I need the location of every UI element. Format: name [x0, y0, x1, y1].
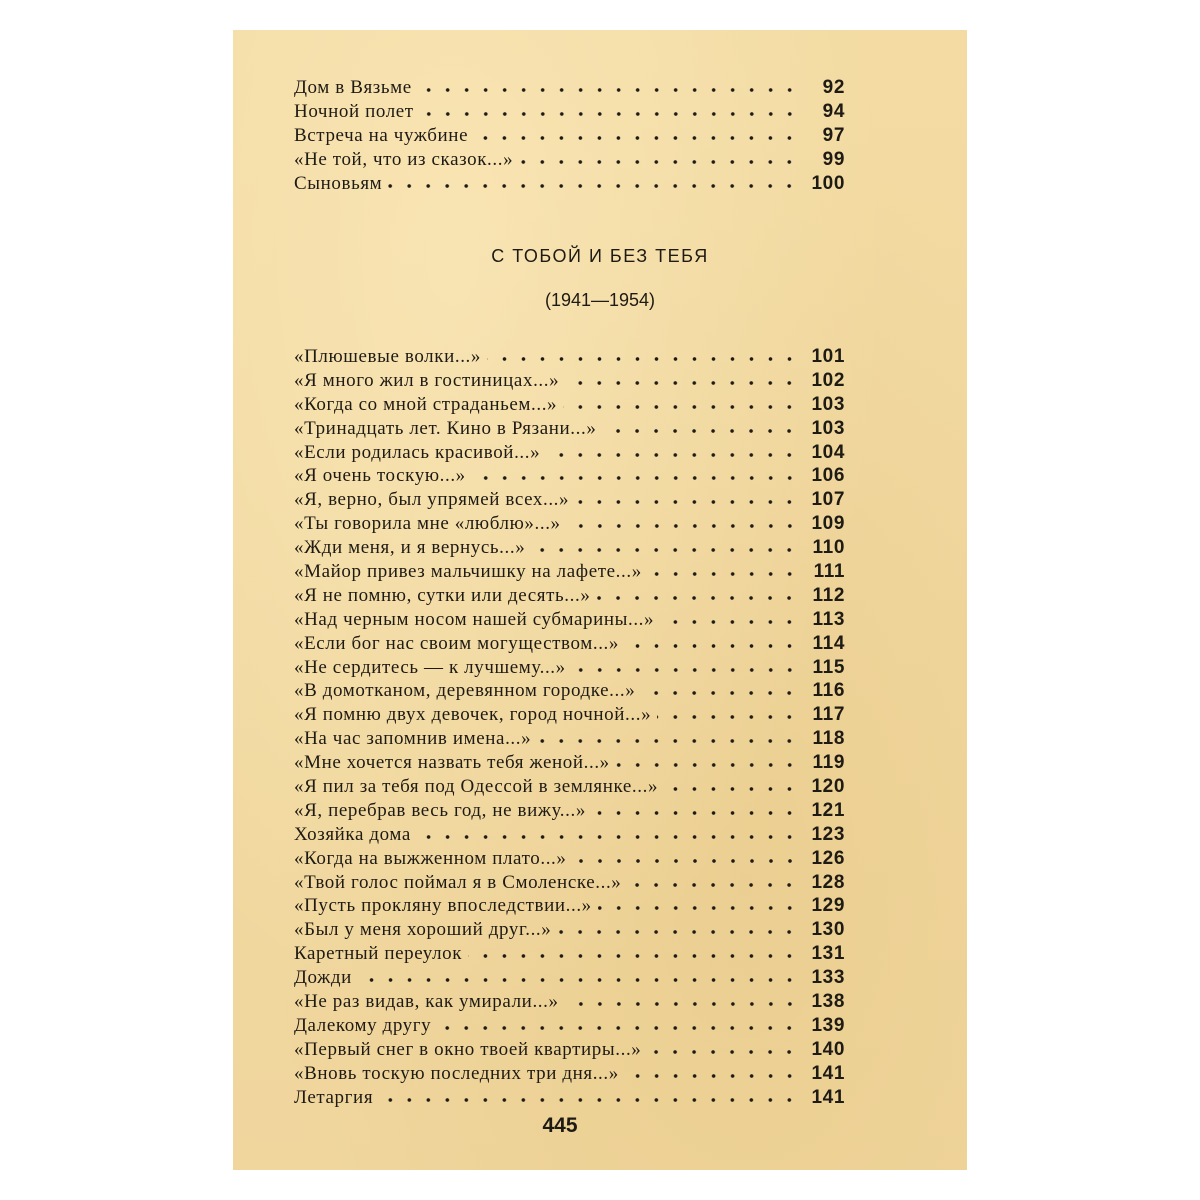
toc-entry-page: 133: [811, 967, 845, 989]
toc-entry: [294, 799, 845, 823]
dot-leader: [625, 1070, 799, 1082]
toc-entry-title: «В домотканом, деревянном городке...»: [294, 680, 636, 702]
toc-entry: [294, 990, 845, 1014]
toc-entry: [294, 847, 845, 871]
dot-leader: [660, 616, 799, 628]
dot-leader: [519, 156, 799, 168]
toc-entry-title: «Я, верно, был упрямей всех...»: [294, 489, 570, 511]
toc-entry: [294, 345, 845, 369]
toc-entry: [294, 679, 845, 703]
toc-entry-page: 131: [811, 943, 845, 965]
section-years: (1941—1954): [544, 290, 656, 310]
toc-entry-title: «Жди меня, и я вернусь...»: [294, 537, 526, 559]
dot-leader: [592, 807, 799, 819]
toc-entry-page: 141: [811, 1062, 845, 1084]
dot-leader: [379, 1094, 799, 1106]
dot-leader: [627, 879, 799, 891]
toc-entry: [294, 464, 845, 488]
toc-entry: [294, 393, 845, 417]
toc-entry-page: 106: [811, 465, 845, 487]
dot-leader: [596, 592, 799, 604]
toc-entry-title: Ночной полет: [294, 101, 414, 122]
dot-leader: [602, 425, 799, 437]
toc-entry-title: «Я пил за тебя под Одессой в землянке...»: [294, 776, 659, 798]
toc-entry-title: «Я помню двух девочек, город ночной...»: [294, 704, 652, 726]
toc-entry: [294, 148, 845, 172]
toc-entry-title: «Был у меня хороший друг...»: [294, 919, 552, 941]
toc-list-section: [294, 345, 845, 1110]
dot-leader: [664, 783, 799, 795]
toc-entry: [294, 369, 845, 393]
toc-entry-page: 117: [812, 704, 845, 726]
toc-entry-page: 111: [813, 561, 845, 583]
toc-entry: [294, 76, 845, 100]
toc-entry: [294, 703, 845, 727]
toc-entry-page: 116: [812, 680, 845, 702]
toc-entry: [294, 871, 845, 895]
toc-entry: [294, 775, 845, 799]
toc-entry-title: «Я, перебрав весь год, не вижу...»: [294, 799, 586, 821]
toc-entry-title: Встреча на чужбине: [294, 125, 469, 146]
toc-entry: [294, 1038, 845, 1062]
toc-entry-title: Сыновьям: [294, 173, 383, 194]
toc-entry-title: «На час запомнив имена...»: [294, 728, 532, 750]
toc-entry-title: «Плюшевые волки...»: [294, 346, 482, 367]
dot-leader: [573, 855, 800, 867]
toc-entry-page: 123: [811, 823, 845, 845]
toc-entry-title: Дом в Вязьме: [294, 77, 412, 98]
toc-entry: [294, 751, 845, 775]
dot-leader: [537, 735, 799, 747]
dot-leader: [531, 544, 799, 556]
toc-entry-title: «Над черным носом нашей субмарины...»: [294, 608, 655, 630]
toc-entry-page: 130: [811, 919, 845, 941]
book-page: [233, 30, 967, 1170]
toc-entry: [294, 632, 845, 656]
toc-entry-title: Хозяйка дома: [294, 823, 411, 845]
toc-entry: [294, 894, 845, 918]
dot-leader: [468, 950, 799, 962]
toc-entry: [294, 823, 845, 847]
toc-entry-page: 103: [811, 417, 845, 439]
toc-entry-page: 103: [811, 393, 845, 415]
dot-leader: [417, 831, 799, 843]
dot-leader: [565, 377, 799, 389]
toc-list-top: [294, 76, 845, 196]
dot-leader: [572, 664, 799, 676]
dot-leader: [657, 711, 799, 723]
toc-entry-page: 126: [811, 847, 845, 869]
dot-leader: [648, 568, 799, 580]
dot-leader: [641, 687, 799, 699]
page-number: 445: [542, 1114, 578, 1137]
dot-leader: [575, 496, 799, 508]
toc-entry-page: 92: [822, 77, 845, 98]
toc-entry-page: 102: [811, 369, 845, 391]
dot-leader: [625, 640, 799, 652]
toc-entry: [294, 441, 845, 465]
toc-entry: [294, 942, 845, 966]
toc-entry-page: 129: [811, 895, 845, 917]
dot-leader: [418, 84, 799, 96]
toc-entry: [294, 124, 845, 148]
toc-entry-title: «Тринадцать лет. Кино в Рязани...»: [294, 417, 597, 439]
toc-entry-page: 101: [811, 346, 845, 367]
toc-entry-page: 139: [811, 1014, 845, 1036]
toc-entry-page: 118: [812, 728, 845, 750]
dot-leader: [420, 108, 799, 120]
toc-entry-page: 104: [811, 441, 845, 463]
toc-entry-title: Каретный переулок: [294, 943, 463, 965]
dot-leader: [546, 449, 799, 461]
toc-entry-title: «Твой голос поймал я в Смоленске...»: [294, 871, 622, 893]
toc-entry: [294, 536, 845, 560]
toc-entry-page: 141: [811, 1086, 845, 1108]
toc-entry-title: «Не той, что из сказок...»: [294, 149, 514, 170]
toc-entry-page: 138: [811, 991, 845, 1013]
toc-entry-title: «Ты говорила мне «люблю»...»: [294, 513, 561, 535]
toc-entry-title: «Я много жил в гостиницах...»: [294, 369, 560, 391]
toc-entry-page: 100: [811, 173, 845, 194]
toc-entry: [294, 1014, 845, 1038]
toc-entry-title: «Вновь тоскую последних три дня...»: [294, 1062, 619, 1084]
toc-entry-page: 120: [811, 776, 845, 798]
dot-leader: [474, 132, 799, 144]
toc-entry-title: «Первый снег в окно твоей квартиры...»: [294, 1038, 642, 1060]
toc-entry: [294, 100, 845, 124]
toc-entry: [294, 608, 845, 632]
toc-entry-page: 94: [822, 101, 845, 122]
dot-leader: [616, 759, 799, 771]
toc-entry-page: 110: [812, 537, 845, 559]
toc-entry-page: 107: [811, 489, 845, 511]
toc-entry: [294, 727, 845, 751]
dot-leader: [388, 180, 799, 192]
toc-entry-title: «Когда на выжженном плато...»: [294, 847, 567, 869]
toc-entry: [294, 584, 845, 608]
dot-leader: [472, 472, 799, 484]
dot-leader: [557, 926, 799, 938]
toc-entry-title: «Майор привез мальчишку на лафете...»: [294, 561, 642, 583]
toc-entry-title: «Я не помню, сутки или десять...»: [294, 584, 591, 606]
section-title: С ТОБОЙ И БЕЗ ТЕБЯ: [491, 246, 709, 266]
toc-entry-title: Далекому другу: [294, 1014, 432, 1036]
toc-entry-page: 112: [812, 584, 845, 606]
toc-entry-page: 140: [811, 1038, 845, 1060]
toc-entry: [294, 656, 845, 680]
toc-entry-title: «Если бог нас своим могуществом...»: [294, 632, 619, 654]
toc-entry-title: Дожди: [294, 967, 352, 989]
toc-entry: [294, 1086, 845, 1110]
toc-entry: [294, 417, 845, 441]
toc-entry: [294, 512, 845, 536]
dot-leader: [358, 974, 799, 986]
toc-entry-page: 99: [822, 149, 845, 170]
toc-entry-page: 109: [811, 513, 845, 535]
toc-entry: [294, 1062, 845, 1086]
toc-entry-title: «Мне хочется назвать тебя женой...»: [294, 752, 610, 774]
dot-leader: [598, 902, 799, 914]
dot-leader: [437, 1022, 799, 1034]
toc-entry-page: 121: [811, 799, 845, 821]
toc-entry: [294, 488, 845, 512]
toc-entry-title: «Не раз видав, как умирали...»: [294, 991, 559, 1013]
toc-entry-page: 119: [812, 752, 845, 774]
toc-entry: [294, 560, 845, 584]
toc-entry-title: «Когда со мной страданьем...»: [294, 393, 558, 415]
dot-leader: [567, 520, 799, 532]
toc-entry-page: 115: [812, 656, 845, 678]
toc-entry-title: «Пусть прокляну впоследствии...»: [294, 895, 592, 917]
toc-entry: [294, 172, 845, 196]
toc-entry-title: «Не сердитесь — к лучшему...»: [294, 656, 566, 678]
toc-entry-page: 113: [812, 608, 845, 630]
toc-entry-page: 97: [822, 125, 845, 146]
toc-entry-title: «Если родилась красивой...»: [294, 441, 541, 463]
toc-entry: [294, 918, 845, 942]
dot-leader: [563, 401, 799, 413]
toc-entry-page: 114: [812, 632, 845, 654]
dot-leader: [487, 353, 799, 365]
toc-entry-title: «Я очень тоскую...»: [294, 465, 466, 487]
dot-leader: [647, 1046, 799, 1058]
toc-entry-page: 128: [811, 871, 845, 893]
dot-leader: [565, 998, 799, 1010]
toc-entry: [294, 966, 845, 990]
toc-entry-title: Летаргия: [294, 1086, 374, 1108]
